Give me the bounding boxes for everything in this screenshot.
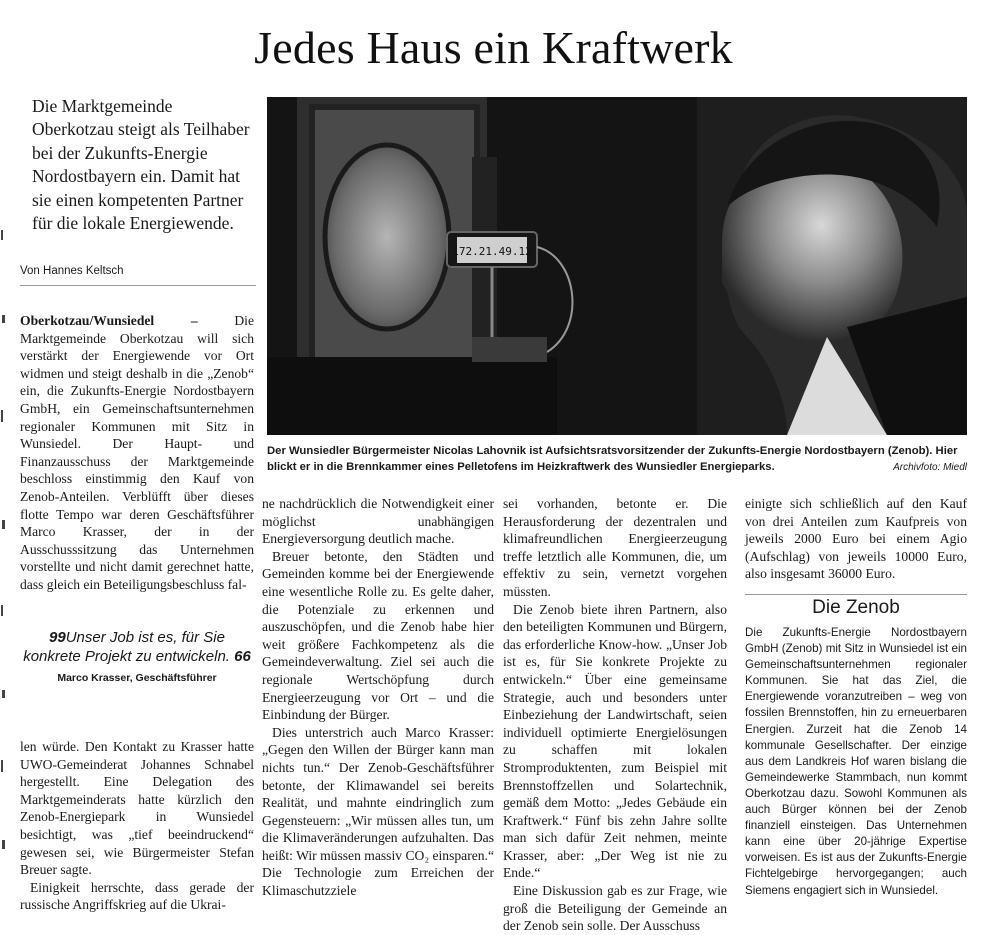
- paragraph: Breuer betonte, den Städten und Gemeinden komme bei der Energiewende eine wesentliche Rolle zu. Es gelte daher, die Potenziale zu erkennen und auszuschöpfen, und die Zenob habe hier weit größere Fachkompetenz als die Gemeindeverwaltung. Ziel sei auch die regionale Wertschöpfung durch Energieerzeugung vor Ort – und die Einbindung der Bürger.: [262, 548, 494, 723]
- paragraph: len würde. Den Kontakt zu Krasser hatte UWO-Gemeinderat Johannes Schnabel hergestellt. Eine Delegation des Marktgemeinderats hatte kürzlich den Zenob-Energiepark in Wunsiedel besichtigt, was „tief beeindruckend“ gewesen sei, wie Bürgermeister Stefan Breuer sagte.: [20, 739, 254, 878]
- dateline: Oberkotzau/Wunsiedel –: [20, 313, 198, 328]
- caption-text: Der Wunsiedler Bürgermeister Nicolas Lahovnik ist Aufsichtsratsvorsitzender der Zukunfts-Energie Nordostbayern (Zenob). Hier blickt er in die Brennkammer eines Pelletofens im Heizkraftwerk des Wunsiedler Energieparks.: [267, 445, 958, 473]
- column-3: [503, 495, 727, 935]
- paragraph: Die Zenob biete ihren Partnern, also den beteiligten Kommunen und Bürgern, das erforderliche Know-how. „Unser Job ist es, für Sie konkrete Projekte zu entwickeln.“ Über eine gemeinsame Strategie, auch und besonders unter Einbeziehung der Landwirtschaft, seien individuell optimierte Energielösungen zu schaffen mit lokalen Stromproduktenten, zum Beispiel mit Brennstoffzellen und Solartechnik, gemäß dem Motto: „Jedes Gebäude ein Kraftwerk.“ Fünf bis zehn Jahre sollte man sich dafür Zeit nehmen, meinte Krasser, aber: „Der Weg ist nie zu Ende.“: [503, 601, 727, 881]
- paragraph: Dies unterstrich auch Marco Krasser: „Gegen den Willen der Bürger kann man nichts tun.“ Der Zenob-Geschäftsführer betonte, der Klimawandel sei bereits Realität, und mahnte eindringlich zum Gegensteuern: „Wir müssen alles tun, um die Klimaveränderungen aufzuhalten. Das heißt: Wir müssen massiv CO₂ einsparen.“ Die Technologie zum Erreichen der Klimaschutzziele: [262, 724, 494, 899]
- column-2: [262, 495, 494, 900]
- pull-quote-author: Marco Krasser, Geschäftsführer: [57, 672, 217, 684]
- byline: Von Hannes Keltsch: [20, 265, 256, 286]
- infobox: [745, 594, 967, 899]
- adjacent-page-edge: [0, 100, 10, 900]
- paragraph: sei vorhanden, betonte er. Die Herausforderung der dezentralen und klimafreundlichen Energieerzeugung treffe letztlich alle Kommunen, die, um effektiv zu sein, vernetzt vorgehen müssten.: [503, 496, 727, 599]
- pull-quote: [20, 628, 254, 684]
- quote-body: Unser Job ist es, für Sie konkrete Projekt zu entwickeln.: [23, 629, 230, 665]
- photo-credit: Archivfoto: Miedl: [893, 461, 967, 473]
- infobox-text: Die Zukunfts-Energie Nordostbayern GmbH (Zenob) mit Sitz in Wunsiedel ist ein Gemeinschaftsunternehmen regionaler Kommunen. Sie hat das Ziel, die Energiewende voranzutreiben – weg von fossilen Brennstoffen, hin zu erneuerbaren Energien. Zurzeit hat die Zenob 14 kommunale Gesellschafter. Der einzige aus dem Landkreis Hof waren bislang die Gemeindewerke Stammbach, nun kommt Oberkotzau dazu. Sowohl Kommunen als auch Bürger können bei der Zenob finanziell einsteigen. Das Unternehmen kann eine über 20-jährige Expertise vorweisen. Es ist aus der Zukunfts-Energie Fichtelgebirge hervorgegangen; auch Siemens engagiert sich in Wunsiedel.: [745, 626, 967, 897]
- infobox-title: Die Zenob: [745, 594, 967, 625]
- lead-paragraph: Die Marktgemeinde Oberkotzau steigt als Teilhaber bei der Zukunfts-Energie Nordostbayern ein. Damit hat sie einen kompetenten Partner für die lokale Energiewende.: [32, 96, 250, 234]
- column-4: [745, 495, 967, 583]
- paragraph: Eine Diskussion gab es zur Frage, wie groß die Beteiligung der Gemeinde an der Zenob sein solle. Der Ausschuss: [503, 883, 727, 934]
- paragraph: [20, 312, 254, 594]
- column-1-top: [20, 312, 254, 594]
- sensor-display-text: 172.21.49.12: [452, 245, 532, 258]
- paragraph: Einigkeit herrschte, dass gerade der russische Angriffskrieg auf die Ukrai-: [20, 879, 254, 913]
- pull-quote-text: [20, 628, 254, 666]
- article-photo: [267, 97, 967, 435]
- paragraph: ne nachdrücklich die Notwendigkeit einer möglichst unabhängigen Energieversorgung deutlich mache.: [262, 496, 494, 547]
- column-1-bottom: [20, 738, 254, 914]
- quote-open-mark: 99: [49, 629, 66, 646]
- paragraph-text: Die Marktgemeinde Oberkotzau will sich verstärkt der Energiewende vor Ort widmen und steigt deshalb in die „Zenob“ ein, die Zukunfts-Energie Nordostbayern GmbH, ein Gemeinschaftsunternehmen regionaler Kommunen mit Sitz in Wunsiedel. Der Haupt- und Finanzausschuss der Marktgemeinde beschloss einstimmig den Kauf von Zenob-Anteilen. Verblüfft über dieses flotte Tempo war deren Geschäftsführer Marco Krasser, der in der Ausschusssitzung das Unternehmen vorstellte und nicht damit gerechnet hatte, dass gleich ein Beteiligungsbeschluss fal-: [20, 313, 254, 592]
- paragraph: einigte sich schließlich auf den Kauf von drei Anteilen zum Kaufpreis von jeweils 2000 Euro bei einem Agio (Aufschlag) von jeweils 10000 Euro, also insgesamt 36000 Euro.: [745, 496, 967, 582]
- photo-caption: [267, 444, 967, 475]
- quote-close-mark: 66: [234, 648, 251, 665]
- headline: Jedes Haus ein Kraftwerk: [254, 22, 733, 73]
